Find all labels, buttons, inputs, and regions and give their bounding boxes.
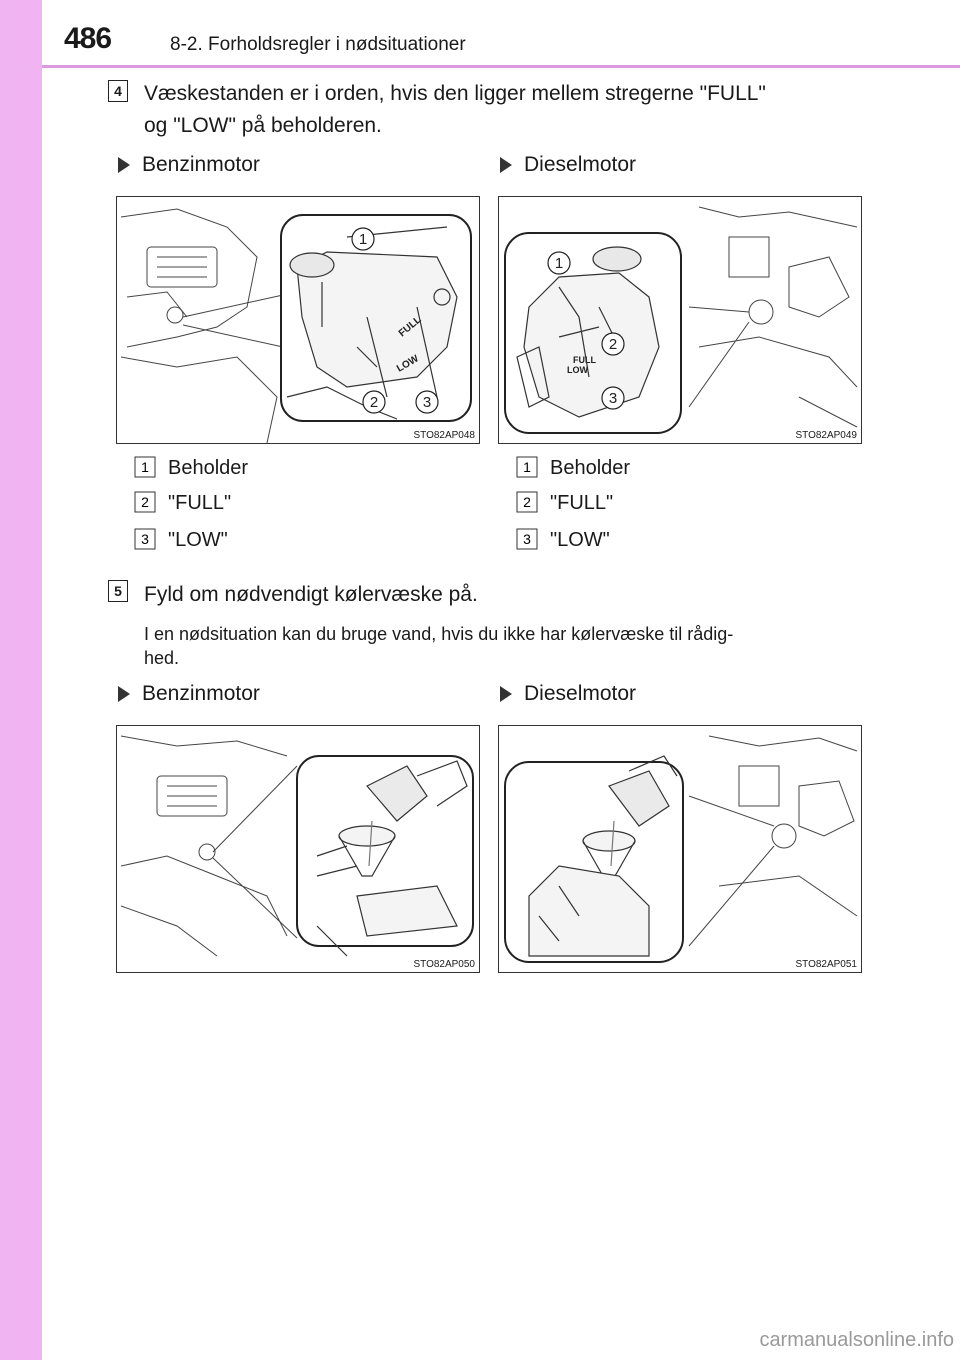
arrow-bullet-icon [500,157,512,173]
figure-code: STO82AP049 [795,430,857,441]
svg-text:3: 3 [141,531,149,547]
figure-code: STO82AP048 [413,430,475,441]
step-5-note-line-2: hed. [144,648,180,668]
legend-marker-2-icon [516,491,538,513]
figure-diesel-coolant-level [498,196,862,444]
svg-text:3: 3 [523,531,531,547]
step-4-text-line-2: og "LOW" på beholderen. [144,114,382,137]
fig-label-low: LOW [395,353,421,375]
step-4-text-line-1: Væskestanden er i orden, hvis den ligger mellem stregerne "FULL" [144,82,766,105]
figure-diesel-refill [498,725,862,973]
fig-label-low: LOW [567,365,588,375]
legend-right-1: Beholder [550,457,631,479]
fig-label-full: FULL [573,355,596,365]
legend-left-1: Beholder [168,457,249,479]
diesel-engine-illustration [499,197,861,443]
legend-right-3: "LOW" [550,529,610,551]
figure-gasoline-coolant-level [116,196,480,444]
legend-marker-3-icon [134,528,156,550]
legend-marker-1-icon [134,456,156,478]
gasoline-engine-illustration [117,197,479,443]
svg-text:1: 1 [358,231,368,248]
figure-gasoline-refill [116,725,480,973]
svg-text:2: 2 [141,494,149,510]
legend-left-3: "LOW" [168,529,228,551]
svg-text:1: 1 [523,459,531,475]
watermark: carmanualsonline.info [759,1329,954,1351]
step-4-right-heading: Dieselmotor [524,153,637,176]
legend-right-2: "FULL" [550,492,614,514]
arrow-bullet-icon [118,157,130,173]
step-5-right-heading: Dieselmotor [524,682,637,705]
arrow-bullet-icon [500,686,512,702]
legend-left-2: "FULL" [168,492,232,514]
step-5-left-heading: Benzinmotor [142,682,260,705]
diesel-refill-illustration [499,726,861,972]
gasoline-refill-illustration [117,726,479,972]
legend-marker-3-icon [516,528,538,550]
step-4-left-heading: Benzinmotor [142,153,260,176]
page-number: 486 [64,22,112,55]
svg-text:3: 3 [608,390,618,407]
svg-text:1: 1 [554,255,564,272]
step-5-note-line-1: I en nødsituation kan du bruge vand, hvis du ikke har kølervæske til rådig- [144,624,734,644]
page-sidebar [0,0,42,1360]
svg-text:3: 3 [422,394,432,411]
svg-text:1: 1 [141,459,149,475]
svg-text:2: 2 [608,336,618,353]
fig-label-full: FULL [396,314,424,340]
legend-marker-1-icon [516,456,538,478]
step-4-badge: 4 [108,80,128,102]
figure-code: STO82AP050 [413,959,475,970]
step-5-badge: 5 [108,580,128,602]
arrow-bullet-icon [118,686,130,702]
figure-code: STO82AP051 [795,959,857,970]
header-rule [42,65,960,68]
svg-text:2: 2 [369,394,379,411]
section-title: 8-2. Forholdsregler i nødsituationer [170,34,466,55]
step-5-text: Fyld om nødvendigt kølervæske på. [144,583,478,606]
legend-marker-2-icon [134,491,156,513]
svg-text:2: 2 [523,494,531,510]
